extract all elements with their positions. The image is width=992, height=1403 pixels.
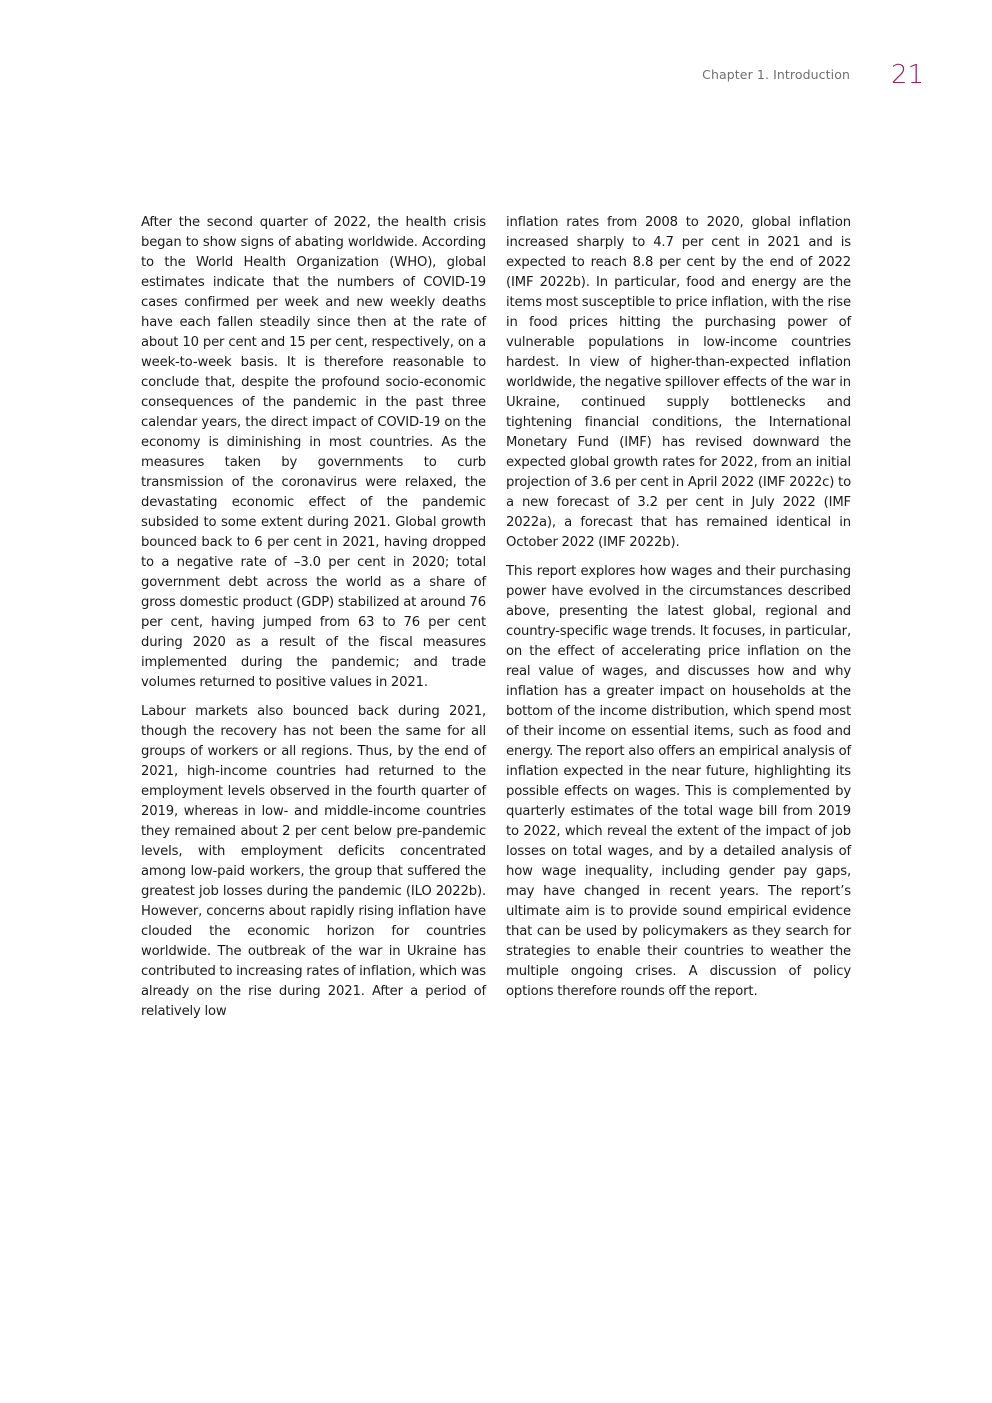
- page-number: 21: [891, 60, 925, 90]
- left-column: [141, 213, 486, 1031]
- body-paragraph: After the second quarter of 2022, the health crisis began to show signs of abating worldwide. According to the World Health Organization (WHO), global estimates indicate that the numbers of COVID-19 cases confirmed per week and new weekly deaths have each fallen steadily since then at the rate of about 10 per cent and 15 per cent, respectively, on a week-to-week basis. It is therefore reasonable to conclude that, despite the profound socio-economic consequences of the pandemic in the past three calendar years, the direct impact of COVID-19 on the economy is diminishing in most countries. As the measures taken by governments to curb transmission of the coronavirus were relaxed, the devastating economic effect of the pandemic subsided to some extent during 2021. Global growth bounced back to 6 per cent in 2021, having dropped to a negative rate of –3.0 per cent in 2020; total government debt across the world as a share of gross domestic product (GDP) stabilized at around 76 per cent, having jumped from 63 to 76 per cent during 2020 as a result of the fiscal measures implemented during the pandemic; and trade volumes returned to positive values in 2021.: [141, 215, 486, 690]
- body-paragraph: This report explores how wages and their purchasing power have evolved in the circumstances described above, presenting the latest global, regional and country-specific wage trends. It focuses, in particular, on the effect of accelerating price inflation on the real value of wages, and discusses how and why inflation has a greater impact on households at the bottom of the income distribution, which spend most of their income on essential items, such as food and energy. The report also offers an empirical analysis of inflation expected in the near future, highlighting its possible effects on wages. This is complemented by quarterly estimates of the total wage bill from 2019 to 2022, which reveal the extent of the impact of job losses on total wages, and by a detailed analysis of how wage inequality, including gender pay gaps, may have changed in recent years. The report’s ultimate aim is to provide sound empirical evidence that can be used by policymakers as they search for strategies to enable their countries to weather the multiple ongoing crises. A discussion of policy options therefore rounds off the report.: [506, 564, 851, 999]
- body-paragraph: Labour markets also bounced back during 2021, though the recovery has not been the same for all groups of workers or all regions. Thus, by the end of 2021, high-income countries had returned to the employment levels observed in the fourth quarter of 2019, whereas in low- and middle-income countries they remained about 2 per cent below pre-pandemic levels, with employment deficits concentrated among low-paid workers, the group that suffered the greatest job losses during the pandemic (ILO 2022b). However, concerns about rapidly rising inflation have clouded the economic horizon for countries worldwide. The outbreak of the war in Ukraine has contributed to increasing rates of inflation, which was already on the rise during 2021. After a period of relatively low: [141, 704, 486, 1019]
- body-columns: [141, 213, 851, 1031]
- body-paragraph: inflation rates from 2008 to 2020, global inflation increased sharply to 4.7 per cent in 2021 and is expected to reach 8.8 per cent by the end of 2022 (IMF 2022b). In particular, food and energy are the items most susceptible to price inflation, with the rise in food prices hitting the purchasing power of vulnerable populations in low-income countries hardest. In view of higher-than-expected inflation worldwide, the negative spillover effects of the war in Ukraine, continued supply bottlenecks and tightening financial conditions, the International Monetary Fund (IMF) has revised downward the expected global growth rates for 2022, from an initial projection of 3.6 per cent in April 2022 (IMF 2022c) to a new forecast of 3.2 per cent in July 2022 (IMF 2022a), a forecast that has remained identical in October 2022 (IMF 2022b).: [506, 215, 851, 550]
- running-head-chapter: Chapter 1. Introduction: [702, 67, 850, 82]
- right-column: [506, 213, 851, 1031]
